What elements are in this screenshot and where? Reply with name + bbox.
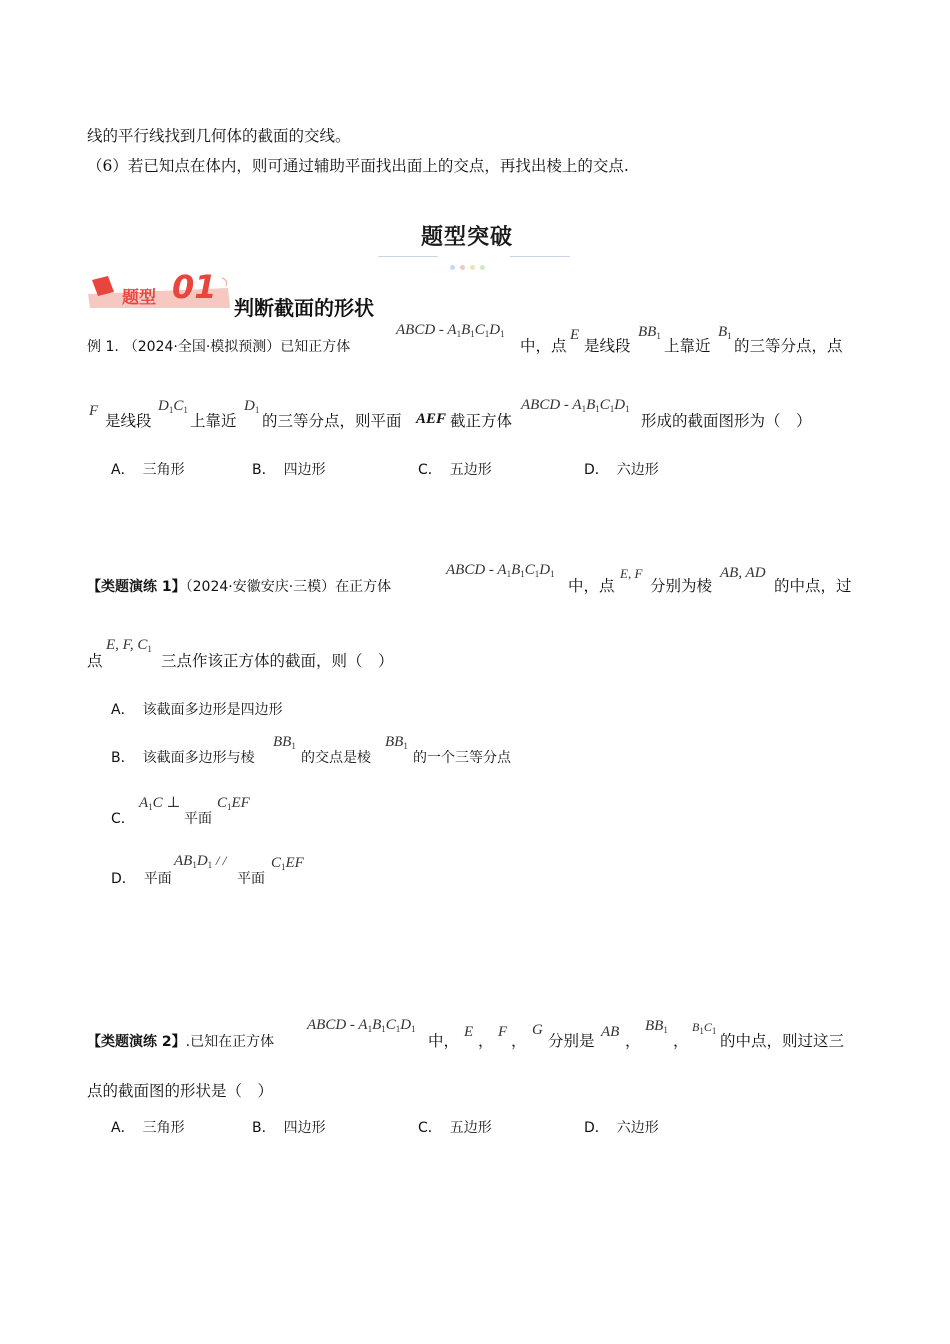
p1-optb-t2: 的交点是棱 [301,750,371,766]
p1-line-1 [87,576,391,597]
ex1-t4: 的三等分点，点 [734,337,843,355]
ex1-t2: 是线段 [584,337,631,355]
p1-optd-plane: 平面 [237,871,265,887]
p2-cube: ABCD - $A_1B_1C_1D_1$ [307,1017,416,1034]
p2-option-b[interactable]: B． 四边形 [252,1120,326,1136]
p2-bb1: $BB_1$ [645,1018,668,1035]
p2-t3: 的中点，则过这三 [720,1032,845,1050]
intro-line-1: 线的平行线找到几何体的截面的交线。 [87,127,351,145]
p2-comma-4: ， [673,1032,689,1050]
ex1-b1: $B_1$ [718,324,732,341]
p1-abad: AB, AD [720,565,766,581]
ex1-t7: 的三等分点，则平面 [262,412,402,430]
p1-ef: E, F [620,566,643,581]
p1-t1: 中，点 [568,577,615,595]
p2-f: F [498,1024,508,1040]
p2-comma-1: ， [478,1032,494,1050]
p2-ab: AB [601,1024,620,1040]
p1-optb-t3: 的一个三等分点 [413,750,511,766]
p1-optb-bb1-b: $BB_1$ [385,734,408,751]
p2-t1: 中， [428,1032,460,1050]
badge-word: 题型 [122,288,156,308]
ex1-aef: AEF [416,411,447,427]
badge-title: 判断截面的形状 [234,296,374,320]
divider-dots [450,255,485,274]
badge-number: 01 [172,268,217,306]
p2-g: G [532,1022,543,1038]
ex1-line-1 [87,336,350,357]
ex1-t3: 上靠近 [664,337,711,355]
p1-tag: 【类题演练 1】 [87,579,186,595]
intro-line-2: （6）若已知点在体内，则可通过辅助平面找出面上的交点，再找出棱上的交点. [87,157,629,175]
ex1-t9: 形成的截面图形为（ ） [641,412,812,430]
p2-option-c[interactable]: C． 五边形 [418,1120,492,1136]
p1-cube: ABCD - $A_1B_1C_1D_1$ [446,562,555,579]
p1-optc-a1c: $A_1C$ ⊥ [139,795,181,812]
section-heading: 题型突破 [421,225,514,250]
p1-optc-c1ef: $C_1EF$ [217,795,250,812]
p1-optd-ab1d1: $AB_1D_1$ / / [174,853,227,870]
p2-comma-3: ， [625,1032,641,1050]
ex1-t1: 中，点 [520,337,567,355]
ex1-cube-b: ABCD - $A_1B_1C_1D_1$ [521,397,630,414]
p2-line-1 [87,1031,274,1052]
p1-efc1: E, F, $C_1$ [106,637,152,654]
ex1-option-d[interactable]: D． 六边形 [584,462,659,478]
p1-option-b[interactable]: B． 该截面多边形与棱 [111,750,255,766]
ex1-option-b[interactable]: B． 四边形 [252,462,326,478]
p2-b1c1: $B_1C_1$ [692,1020,717,1036]
p1-t2: 分别为棱 [650,577,713,595]
p1-optc-plane: 平面 [184,811,212,827]
ex1-option-a[interactable]: A． 三角形 [111,462,185,478]
p1-optb-bb1-a: $BB_1$ [273,734,296,751]
ex1-e: E [570,327,580,343]
ex1-bb1: $BB_1$ [638,324,661,341]
p1-option-d[interactable]: D． 平面 [111,871,172,887]
ex1-t6: 上靠近 [190,412,237,430]
p2-option-d[interactable]: D． 六边形 [584,1120,659,1136]
p1-t4: 点 [87,652,103,670]
ex1-t5: 是线段 [105,412,152,430]
ex1-option-c[interactable]: C． 五边形 [418,462,492,478]
ex1-source: （2024·全国·模拟预测）已知正方体 [123,339,351,355]
p2-option-a[interactable]: A． 三角形 [111,1120,185,1136]
p2-e: E [464,1024,474,1040]
ex1-d1: $D_1$ [244,398,260,415]
ex1-cube-a: ABCD - $A_1B_1C_1D_1$ [396,322,505,339]
p2-tag: 【类题演练 2】 [87,1034,186,1050]
p1-option-a[interactable]: A． 该截面多边形是四边形 [111,702,283,718]
p2-t0: .已知在正方体 [185,1034,275,1050]
ex1-t8: 截正方体 [450,412,513,430]
p2-t4: 点的截面图的形状是（ ） [87,1082,274,1100]
ex1-prefix: 例 1. [87,339,119,355]
ex1-d1c1: $D_1C_1$ [158,398,188,415]
p2-comma-2: ， [511,1032,527,1050]
p1-optd-c1ef: $C_1EF$ [271,855,304,872]
divider-left [378,256,438,257]
ex1-f: F [89,403,99,419]
divider-right [510,256,570,257]
p2-t2: 分别是 [548,1032,595,1050]
p1-source: （2024·安徽安庆·三模）在正方体 [185,579,392,595]
p1-t3: 的中点，过 [774,577,852,595]
p1-t5: 三点作该正方体的截面，则（ ） [161,652,394,670]
p1-option-c[interactable]: C． [111,811,135,827]
